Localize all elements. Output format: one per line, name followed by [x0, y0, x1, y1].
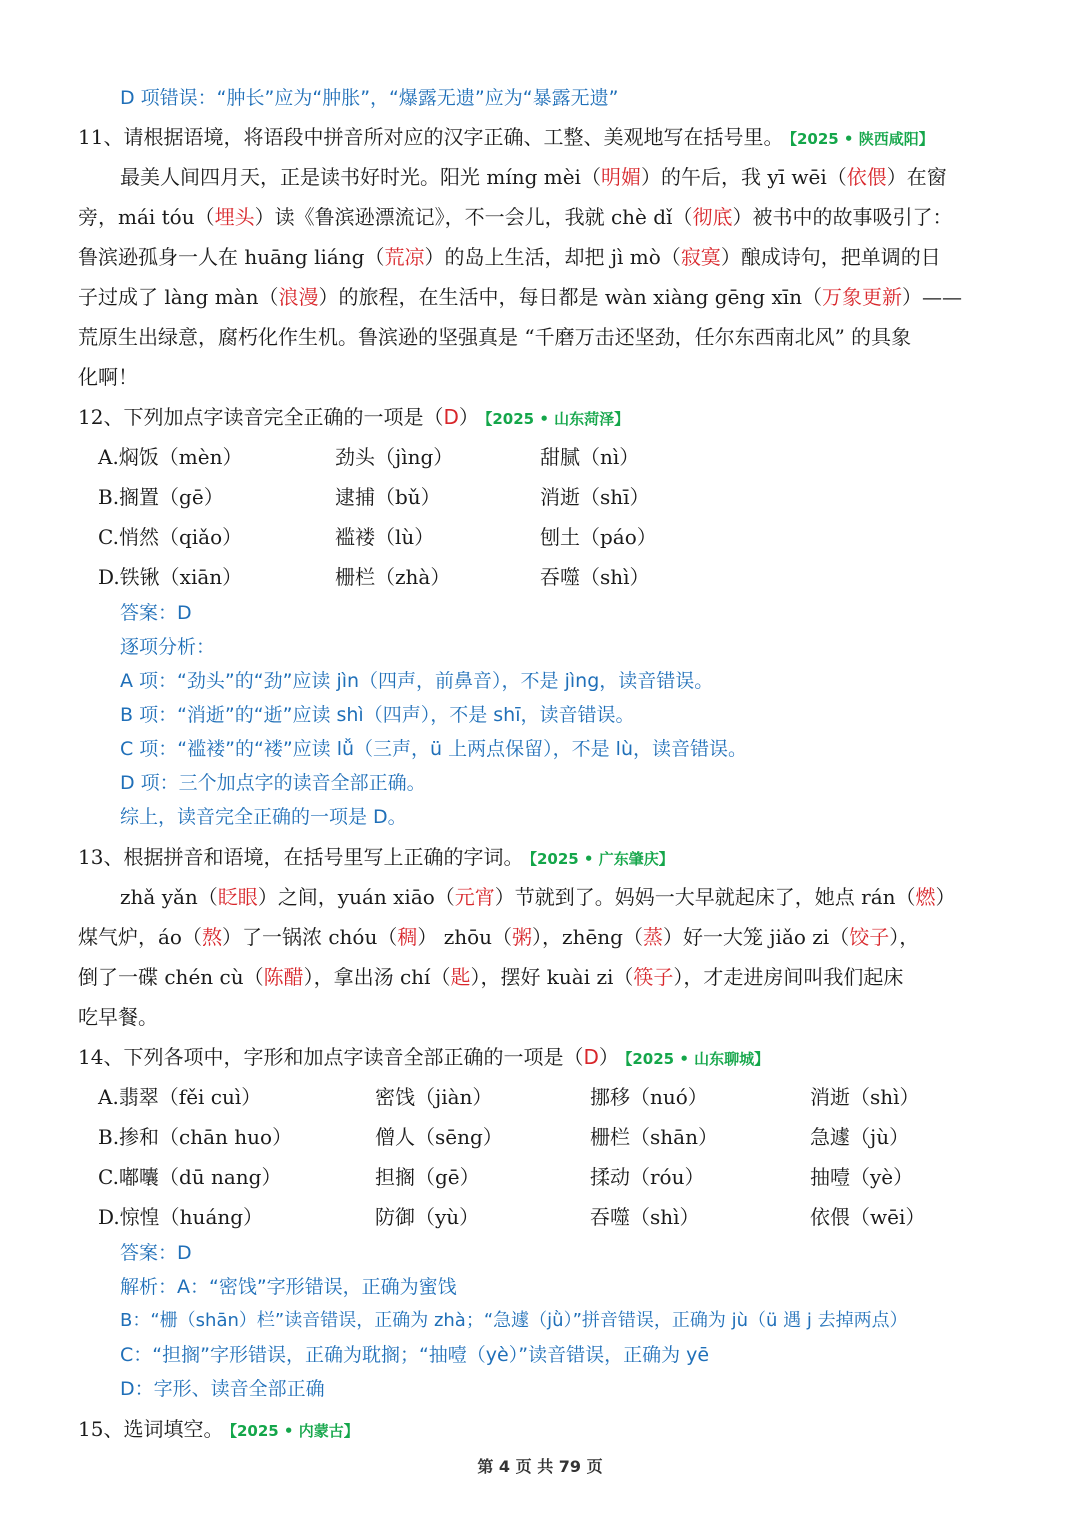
filled-answer: 蒸 [642, 925, 663, 949]
q11-line-4: 子过成了 làng màn（浪漫）的旅程，在生活中，每日都是 wàn xiàng gēng xīn（万象更新）—— [78, 285, 963, 309]
filled-answer: 陈醋 [263, 965, 304, 989]
q12-analysis: B 项：“消逝”的“逝”应读 shì（四声），不是 shī，读音错误。 [120, 704, 635, 726]
filled-answer: 明媚 [600, 165, 641, 189]
q11-line-6: 化啊！ [78, 365, 138, 389]
q12-analysis: D 项：三个加点字的读音全部正确。 [120, 772, 426, 794]
filled-answer: 寂寞 [680, 245, 721, 269]
question-12-stem: 12、下列加点字读音完全正确的一项是（D） 【2025 • 山东菏泽】 [78, 405, 630, 429]
source-tag: 【2025 • 内蒙古】 [229, 1422, 359, 1440]
filled-answer: 依偎 [846, 165, 887, 189]
source-tag: 【2025 • 山东菏泽】 [484, 410, 630, 428]
q14-analysis: 解析：A：“密饯”字形错误，正确为蜜饯 [120, 1276, 457, 1298]
answer-mark: D [583, 1045, 599, 1069]
source-tag: 【2025 • 广东肇庆】 [529, 850, 674, 868]
filled-answer: 稠 [397, 925, 418, 949]
answer-mark: D [443, 405, 459, 429]
q11-line-2: 旁，mái tóu（埋头）读《鲁滨逊漂流记》，不一会儿，我就 chè dǐ（彻底）被书中的故事吸引了： [78, 205, 953, 229]
q14-analysis: C：“担搁”字形错误，正确为耽搁；“抽噎（yè）”读音错误，正确为 yē [120, 1344, 710, 1366]
q13-line-2: 煤气炉，áo（熬）了一锅浓 chóu（稠） zhōu（粥），zhēng（蒸）好一大笼 jiǎo zi（饺子）， [78, 925, 920, 949]
filled-answer: 万象更新 [822, 285, 903, 309]
q14-answer: 答案：D [120, 1242, 192, 1264]
q12-analysis: C 项：“褴褛”的“褛”应读 lǚ（三声，ü 上两点保留），不是 lù，读音错误。 [120, 738, 747, 760]
q14-analysis: B：“栅（shān）栏”读音错误，正确为 zhà；“急遽（jǜ）”拼音错误，正确为 jù（ü 遇 j 去掉两点） [120, 1310, 908, 1331]
q13-line-4: 吃早餐。 [78, 1005, 158, 1029]
page-footer: 第 4 页 共 79 页 [477, 1457, 603, 1476]
filled-answer: 浪漫 [278, 285, 319, 309]
q11-line-1: 最美人间四月天，正是读书好时光。阳光 míng mèi（明媚）的午后，我 yī wēi（依偎）在窗 [120, 165, 947, 189]
q12-answer: 答案：D [120, 602, 192, 624]
filled-answer: 饺子 [849, 925, 890, 949]
q12-analysis: 综上，读音完全正确的一项是 D。 [120, 806, 407, 828]
q11-line-3: 鲁滨逊孤身一人在 huāng liáng（荒凉）的岛上生活，却把 jì mò（寂寞）酿成诗句，把单调的日 [78, 245, 941, 269]
question-13-stem: 13、根据拼音和语境，在括号里写上正确的字词。 【2025 • 广东肇庆】 [78, 845, 674, 869]
q13-line-3: 倒了一碟 chén cù（陈醋），拿出汤 chí（匙），摆好 kuài zi（筷子），才走进房间叫我们起床 [78, 965, 904, 989]
filled-answer: 眨眼 [217, 885, 258, 909]
q14-analysis: D：字形、读音全部正确 [120, 1378, 325, 1400]
filled-answer: 熬 [201, 925, 222, 949]
q11-line-5: 荒原生出绿意，腐朽化作生机。鲁滨逊的坚强真是 “千磨万击还坚劲，任尔东西南北风” 的具象 [78, 325, 912, 349]
top-note: D 项错误：“肿长”应为“肿胀”，“爆露无遗”应为“暴露无遗” [120, 87, 619, 109]
q13-line-1: zhǎ yǎn（眨眼）之间，yuán xiāo（元宵）节就到了。妈妈一大早就起床了，她点 rán（燃） [120, 885, 956, 909]
q12-analysis: A 项：“劲头”的“劲”应读 jìn（四声，前鼻音），不是 jìng，读音错误。 [120, 670, 714, 692]
filled-answer: 粥 [512, 925, 533, 949]
q12-analysis: 逐项分析： [120, 636, 216, 658]
filled-answer: 荒凉 [384, 245, 425, 269]
filled-answer: 埋头 [214, 205, 255, 229]
filled-answer: 筷子 [633, 965, 674, 989]
source-tag: 【2025 • 山东聊城】 [624, 1050, 770, 1068]
question-15-stem: 15、选词填空。 【2025 • 内蒙古】 [78, 1417, 359, 1441]
filled-answer: 匙 [450, 965, 471, 989]
question-14-stem: 14、下列各项中，字形和加点字读音全部正确的一项是（D） 【2025 • 山东聊城】 [78, 1045, 770, 1069]
filled-answer: 彻底 [692, 205, 733, 229]
filled-answer: 元宵 [454, 885, 495, 909]
filled-answer: 燃 [915, 885, 936, 909]
source-tag: 【2025 • 陕西咸阳】 [789, 130, 934, 148]
question-11-stem: 11、请根据语境，将语段中拼音所对应的汉字正确、工整、美观地写在括号里。 【2025 • 陕西咸阳】 [78, 125, 934, 149]
